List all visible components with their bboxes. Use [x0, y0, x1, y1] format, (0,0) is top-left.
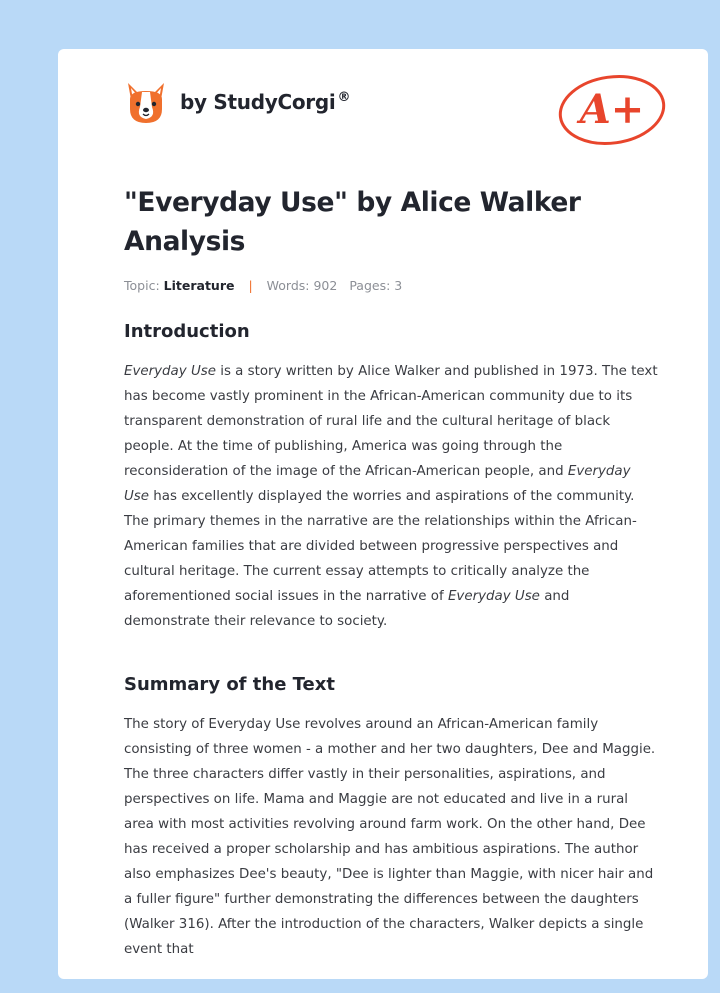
corgi-logo-icon [124, 79, 168, 125]
word-count: Words: 902 [266, 278, 338, 293]
page-title: "Everyday Use" by Alice Walker Analysis [124, 187, 581, 257]
section-paragraph-summary: The story of Everyday Use revolves around an African-American family consisting of three women - a mother and her two daughters, Dee and Maggie. The three characters differ vastly in their personalities, aspirations, and perspectives on life. Mama and Maggie are not educated and live in a rural area with most activities revolving around farm work. On the other hand, Dee has received a proper scholarship and has ambitious aspirations. The author also emphasizes Dee's beauty, "Dee is lighter than Maggie, with nicer hair and a fuller figure" further demonstrating the differences between the daughters (Walker 316). After the introduction of the characters, Walker depicts a single event that [124, 717, 656, 957]
section-heading-summary: Summary of the Text [124, 674, 335, 695]
section-heading-introduction: Introduction [124, 321, 250, 342]
essay-page [58, 49, 708, 979]
topic-link[interactable]: Literature [163, 278, 235, 293]
brand-name: by StudyCorgi ® [180, 90, 351, 114]
grade-text: A+ [579, 86, 645, 133]
brand[interactable] [124, 79, 350, 125]
page-count: Pages: 3 [349, 278, 403, 293]
section-paragraph-introduction: Everyday Use is a story written by Alice Walker and published in 1973. The text has become vastly prominent in the African-American community due to its transparent demonstration of rural life and the cultural heritage of black people. At the time of publishing, America was going through the reconsideration of the image of the African-American people, and Everyday Use has excellently displayed the worries and aspirations of the community. The primary themes in the narrative are the relationships within the African-American families that are divided between progressive perspectives and cultural heritage. The current essay attempts to critically analyze the aforementioned social issues in the narrative of Everyday Use and demonstrate their relevance to society. [124, 364, 658, 629]
registered-mark: ® [337, 90, 351, 106]
meta-separator: | [248, 278, 253, 293]
essay-meta [124, 278, 402, 293]
topic-label: Topic: [124, 278, 160, 293]
a-plus-grade-icon [554, 71, 672, 147]
